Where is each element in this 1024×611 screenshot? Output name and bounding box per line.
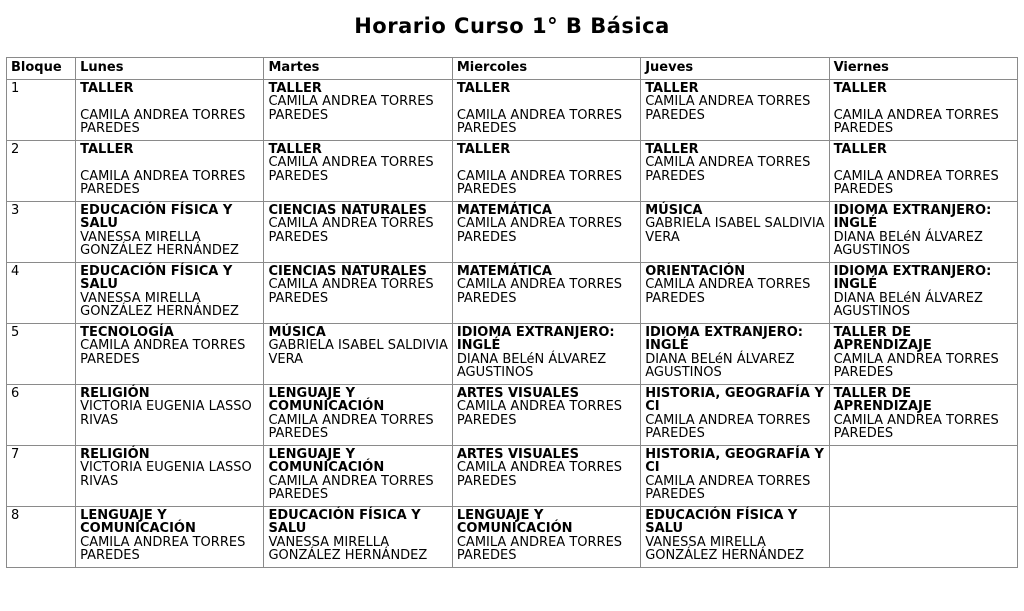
- teacher-name: CAMILA ANDREA TORRES PAREDES: [456, 534, 623, 563]
- subject-label: TALLER: [645, 81, 699, 96]
- schedule-cell-lunes: [76, 263, 264, 324]
- schedule-cell-viernes: [829, 385, 1017, 446]
- schedule-cell-martes: [264, 141, 452, 202]
- teacher-name: GABRIELA ISABEL SALDIVIA VERA: [645, 216, 825, 245]
- schedule-cell-miercoles: [452, 385, 640, 446]
- schedule-cell-lunes: [76, 202, 264, 263]
- subject-label: LENGUAJE Y COMUNICACIÓN: [80, 508, 196, 537]
- teacher-name: CAMILA ANDREA TORRES PAREDES: [645, 412, 811, 441]
- teacher-name: CAMILA ANDREA TORRES PAREDES: [456, 460, 623, 489]
- teacher-name: CAMILA ANDREA TORRES PAREDES: [833, 107, 999, 136]
- subject-label: TALLER: [833, 142, 887, 157]
- schedule-cell-miercoles: [452, 202, 640, 263]
- subject-label: TALLER DE APRENDIZAJE: [833, 386, 932, 415]
- subject-label: ORIENTACIÓN: [645, 264, 746, 279]
- table-row: [7, 263, 1018, 324]
- subject-label: HISTORIA, GEOGRAFÍA Y CI: [645, 386, 824, 415]
- schedule-cell-martes: [264, 263, 452, 324]
- teacher-name: VANESSA MIRELLA GONZÁLEZ HERNÁNDEZ: [80, 229, 239, 258]
- schedule-cell-jueves: [641, 202, 829, 263]
- bloque-cell: 4: [7, 263, 76, 324]
- teacher-name: DIANA BELéN ÁLVAREZ AGUSTINOS: [456, 351, 607, 380]
- schedule-cell-lunes: [76, 80, 264, 141]
- table-row: [7, 385, 1018, 446]
- schedule-cell-jueves: [641, 385, 829, 446]
- schedule-cell-martes: [264, 324, 452, 385]
- schedule-cell-jueves: [641, 446, 829, 507]
- subject-label: RELIGIÓN: [80, 386, 150, 401]
- subject-label: IDIOMA EXTRANJERO: INGLÉ: [456, 325, 615, 354]
- teacher-name: CAMILA ANDREA TORRES PAREDES: [833, 412, 999, 441]
- schedule-cell-miercoles: [452, 446, 640, 507]
- bloque-cell: 8: [7, 507, 76, 568]
- teacher-name: CAMILA ANDREA TORRES PAREDES: [645, 473, 811, 502]
- subject-label: TALLER: [833, 81, 887, 96]
- teacher-name: CAMILA ANDREA TORRES PAREDES: [268, 277, 434, 306]
- subject-label: CIENCIAS NATURALES: [268, 264, 427, 279]
- schedule-cell-jueves: [641, 507, 829, 568]
- schedule-cell-lunes: [76, 141, 264, 202]
- teacher-name: CAMILA ANDREA TORRES PAREDES: [268, 473, 434, 502]
- schedule-cell-lunes: [76, 507, 264, 568]
- schedule-cell-viernes: [829, 202, 1017, 263]
- schedule-cell-martes: [264, 507, 452, 568]
- schedule-cell-viernes: [829, 507, 1017, 568]
- teacher-name: DIANA BELéN ÁLVAREZ AGUSTINOS: [833, 229, 983, 258]
- schedule-cell-jueves: [641, 263, 829, 324]
- teacher-name: CAMILA ANDREA TORRES PAREDES: [456, 168, 623, 197]
- schedule-cell-martes: [264, 202, 452, 263]
- schedule-cell-viernes: [829, 141, 1017, 202]
- teacher-name: VANESSA MIRELLA GONZÁLEZ HERNÁNDEZ: [80, 290, 239, 319]
- header-row: [7, 58, 1018, 80]
- teacher-name: CAMILA ANDREA TORRES PAREDES: [833, 168, 999, 197]
- subject-label: ARTES VISUALES: [456, 447, 579, 462]
- table-row: [7, 446, 1018, 507]
- schedule-body: [7, 80, 1018, 568]
- teacher-name: CAMILA ANDREA TORRES PAREDES: [456, 399, 623, 428]
- page-title: Horario Curso 1° B Básica: [354, 14, 670, 38]
- teacher-name: CAMILA ANDREA TORRES PAREDES: [268, 412, 434, 441]
- schedule-cell-miercoles: [452, 507, 640, 568]
- bloque-cell: 5: [7, 324, 76, 385]
- header-viernes: Viernes: [829, 58, 1017, 80]
- subject-label: MÚSICA: [268, 325, 326, 340]
- schedule-cell-jueves: [641, 80, 829, 141]
- schedule-cell-jueves: [641, 141, 829, 202]
- teacher-name: DIANA BELéN ÁLVAREZ AGUSTINOS: [833, 290, 983, 319]
- teacher-name: CAMILA ANDREA TORRES PAREDES: [268, 216, 434, 245]
- subject-label: EDUCACIÓN FÍSICA Y SALU: [80, 203, 233, 232]
- subject-label: LENGUAJE Y COMUNICACIÓN: [456, 508, 573, 537]
- schedule-cell-viernes: [829, 263, 1017, 324]
- teacher-name: CAMILA ANDREA TORRES PAREDES: [645, 277, 811, 306]
- header-bloque: Bloque: [7, 58, 76, 80]
- schedule-cell-miercoles: [452, 324, 640, 385]
- table-row: [7, 141, 1018, 202]
- schedule-cell-martes: [264, 385, 452, 446]
- subject-label: EDUCACIÓN FÍSICA Y SALU: [268, 508, 421, 537]
- subject-label: HISTORIA, GEOGRAFÍA Y CI: [645, 447, 824, 476]
- teacher-name: VICTORIA EUGENIA LASSO RIVAS: [80, 399, 252, 428]
- subject-label: TECNOLOGÍA: [80, 325, 174, 340]
- table-row: [7, 324, 1018, 385]
- schedule-cell-miercoles: [452, 141, 640, 202]
- teacher-name: GABRIELA ISABEL SALDIVIA VERA: [268, 338, 448, 367]
- teacher-name: VICTORIA EUGENIA LASSO RIVAS: [80, 460, 252, 489]
- schedule-cell-viernes: [829, 324, 1017, 385]
- subject-label: TALLER: [80, 81, 134, 96]
- bloque-cell: 2: [7, 141, 76, 202]
- header-jueves: Jueves: [641, 58, 829, 80]
- header-lunes: Lunes: [76, 58, 264, 80]
- subject-label: EDUCACIÓN FÍSICA Y SALU: [645, 508, 798, 537]
- header-martes: Martes: [264, 58, 452, 80]
- schedule-cell-viernes: [829, 446, 1017, 507]
- subject-label: LENGUAJE Y COMUNICACIÓN: [268, 447, 385, 476]
- subject-label: ARTES VISUALES: [456, 386, 579, 401]
- teacher-name: CAMILA ANDREA TORRES PAREDES: [456, 107, 623, 136]
- teacher-name: CAMILA ANDREA TORRES PAREDES: [456, 277, 623, 306]
- teacher-name: CAMILA ANDREA TORRES PAREDES: [645, 155, 811, 184]
- subject-label: MÚSICA: [645, 203, 703, 218]
- schedule-cell-miercoles: [452, 263, 640, 324]
- subject-label: RELIGIÓN: [80, 447, 150, 462]
- teacher-name: CAMILA ANDREA TORRES PAREDES: [268, 94, 434, 123]
- teacher-name: CAMILA ANDREA TORRES PAREDES: [645, 94, 811, 123]
- teacher-name: VANESSA MIRELLA GONZÁLEZ HERNÁNDEZ: [268, 534, 428, 563]
- subject-label: TALLER: [645, 142, 699, 157]
- schedule-cell-miercoles: [452, 80, 640, 141]
- schedule-cell-lunes: [76, 446, 264, 507]
- subject-label: IDIOMA EXTRANJERO: INGLÉ: [833, 203, 992, 232]
- subject-label: CIENCIAS NATURALES: [268, 203, 427, 218]
- schedule-cell-jueves: [641, 324, 829, 385]
- teacher-name: CAMILA ANDREA TORRES PAREDES: [80, 107, 246, 136]
- header-miercoles: Miercoles: [452, 58, 640, 80]
- teacher-name: CAMILA ANDREA TORRES PAREDES: [833, 351, 999, 380]
- subject-label: IDIOMA EXTRANJERO: INGLÉ: [645, 325, 803, 354]
- teacher-name: CAMILA ANDREA TORRES PAREDES: [268, 155, 434, 184]
- bloque-cell: 6: [7, 385, 76, 446]
- subject-label: EDUCACIÓN FÍSICA Y SALU: [80, 264, 233, 293]
- subject-label: TALLER: [80, 142, 134, 157]
- subject-label: TALLER: [456, 81, 511, 96]
- teacher-name: CAMILA ANDREA TORRES PAREDES: [80, 534, 246, 563]
- table-row: [7, 507, 1018, 568]
- bloque-cell: 1: [7, 80, 76, 141]
- schedule-cell-lunes: [76, 324, 264, 385]
- teacher-name: VANESSA MIRELLA GONZÁLEZ HERNÁNDEZ: [645, 534, 805, 563]
- schedule-cell-martes: [264, 446, 452, 507]
- bloque-cell: 3: [7, 202, 76, 263]
- table-row: [7, 202, 1018, 263]
- schedule-cell-martes: [264, 80, 452, 141]
- subject-label: TALLER: [456, 142, 511, 157]
- subject-label: TALLER: [268, 81, 322, 96]
- subject-label: LENGUAJE Y COMUNICACIÓN: [268, 386, 385, 415]
- teacher-name: DIANA BELéN ÁLVAREZ AGUSTINOS: [645, 351, 795, 380]
- schedule-cell-lunes: [76, 385, 264, 446]
- teacher-name: CAMILA ANDREA TORRES PAREDES: [80, 168, 246, 197]
- table-row: [7, 80, 1018, 141]
- subject-label: IDIOMA EXTRANJERO: INGLÉ: [833, 264, 992, 293]
- subject-label: TALLER: [268, 142, 322, 157]
- schedule-cell-viernes: [829, 80, 1017, 141]
- subject-label: MATEMÁTICA: [456, 203, 552, 218]
- bloque-cell: 7: [7, 446, 76, 507]
- subject-label: MATEMÁTICA: [456, 264, 552, 279]
- teacher-name: CAMILA ANDREA TORRES PAREDES: [456, 216, 623, 245]
- subject-label: TALLER DE APRENDIZAJE: [833, 325, 932, 354]
- teacher-name: CAMILA ANDREA TORRES PAREDES: [80, 338, 246, 367]
- schedule-table: [6, 57, 1018, 568]
